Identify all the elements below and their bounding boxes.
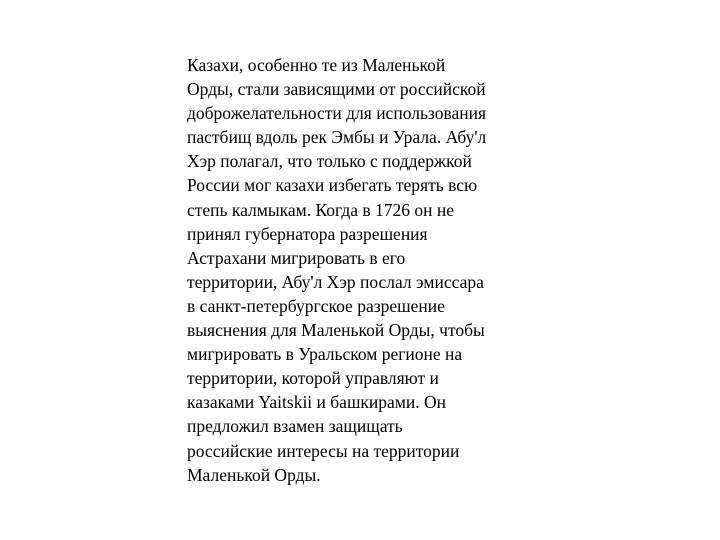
text-line: Маленькой Орды. — [187, 464, 321, 485]
text-line: предложил взамен защищать — [187, 416, 403, 437]
text-line: мигрировать в Уральском регионе на — [187, 344, 463, 365]
text-line: российские интересы на территории — [187, 440, 460, 461]
text-line: Астрахани мигрировать в его — [187, 247, 406, 268]
text-line: России мог казахи избегать терять всю — [187, 175, 478, 196]
text-line: казаками Yaitskii и башкирами. Он — [187, 392, 447, 413]
body-paragraph — [187, 53, 547, 487]
text-line: принял губернатора разрешения — [187, 223, 428, 244]
text-line: в санкт-петербургское разрешение — [187, 295, 445, 316]
text-line: территории, которой управляют и — [187, 368, 439, 389]
text-line: Хэр полагал, что только с поддержкой — [187, 151, 472, 172]
text-line: Казахи, особенно те из Маленькой — [187, 55, 446, 75]
text-line: территории, Абу'л Хэр послал эмиссара — [187, 271, 484, 292]
text-line: доброжелательности для использования — [187, 103, 487, 124]
text-line: степь калмыкам. Когда в 1726 он не — [187, 199, 454, 220]
text-line: пастбищ вдоль рек Эмбы и Урала. Абу'л — [187, 127, 487, 148]
text-line: Орды, стали зависящими от российской — [187, 79, 486, 100]
text-line: выяснения для Маленькой Орды, чтобы — [187, 320, 485, 341]
